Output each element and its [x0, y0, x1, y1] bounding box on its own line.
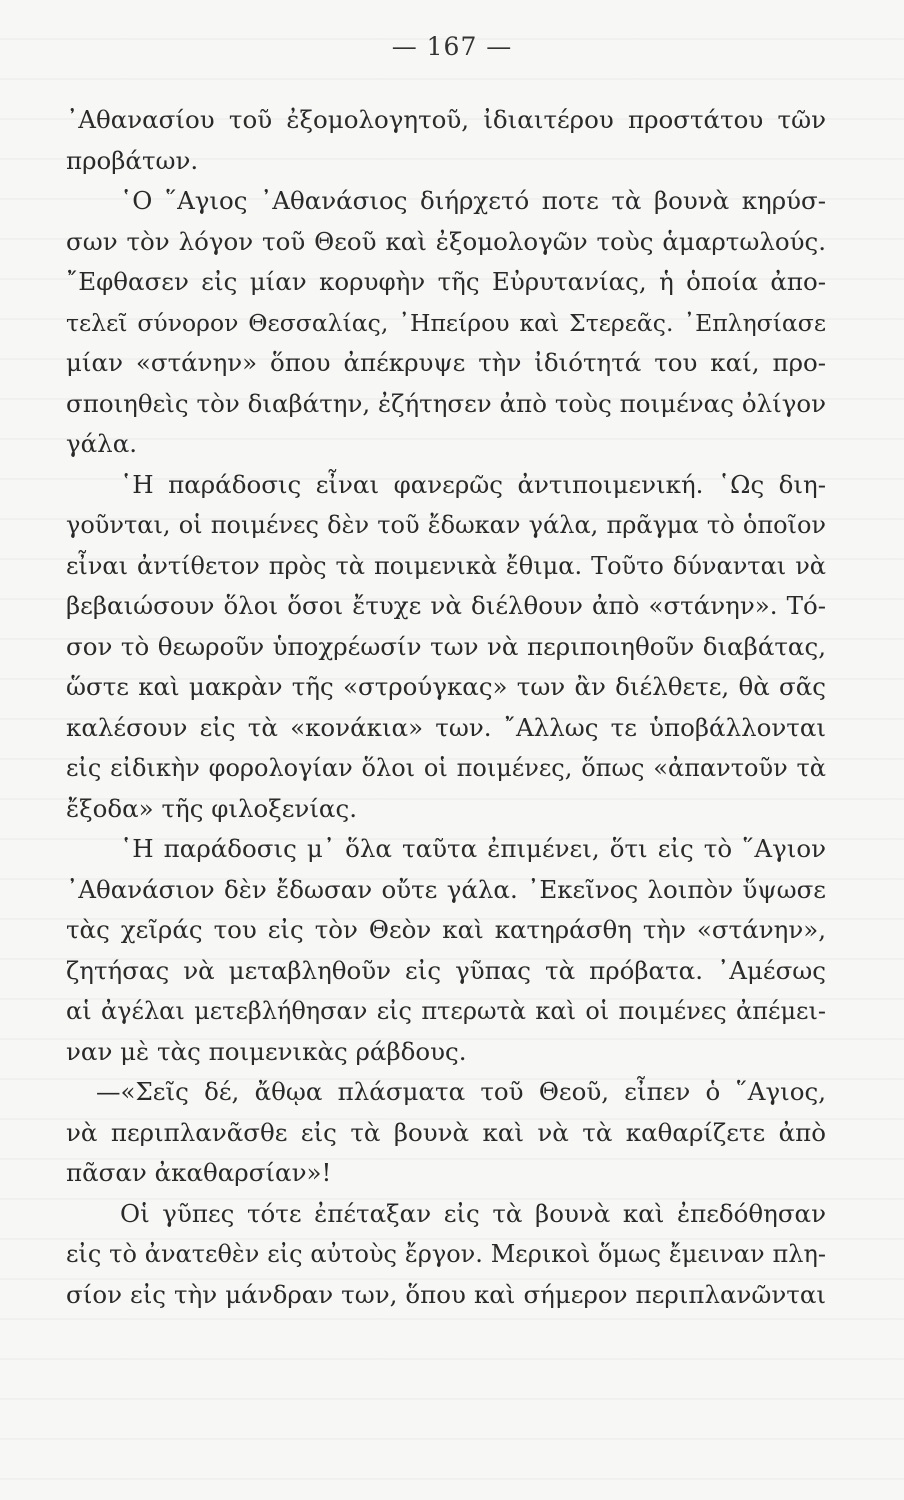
text-line: σων τὸν λόγον τοῦ Θεοῦ καὶ ἐξομολογῶν τοὺς ἁμαρτωλούς.: [66, 226, 826, 256]
text-line: ῾Η παράδοσις μ᾿ ὅλα ταῦτα ἐπιμένει, ὅτι εἰς τὸ ῞Αγιον: [120, 834, 826, 863]
page-number: — 167 —: [391, 32, 513, 61]
text-line: πᾶσαν ἀκαθαρσίαν»!: [66, 1158, 332, 1187]
text-line: εἰς εἰδικὴν φορολογίαν ὅλοι οἱ ποιμένες, ὅπως «ἀπαντοῦν τὰ: [66, 754, 826, 782]
text-line: εἶναι ἀντίθετον πρὸς τὰ ποιμενικὰ ἔθιμα. Τοῦτο δύνανται νὰ: [66, 551, 826, 580]
text-line: —«Σεῖς δέ, ἄθῳα πλάσματα τοῦ Θεοῦ, εἶπεν ὁ ῞Αγιος,: [96, 1077, 826, 1106]
text-line: καλέσουν εἰς τὰ «κονάκια» των. ῎Αλλως τε ὑποβάλλονται: [66, 712, 826, 742]
text-line: ἔξοδα» τῆς φιλοξενίας.: [66, 793, 357, 823]
text-line: σίον εἰς τὴν μάνδραν των, ὅπου καὶ σήμερον περιπλανῶνται: [66, 1279, 826, 1309]
text-line: σποιηθεὶς τὸν διαβάτην, ἐζήτησεν ἀπὸ τοὺς ποιμένας ὀλίγον: [66, 388, 826, 418]
text-line: γάλα.: [66, 429, 138, 458]
text-line: τελεῖ σύνορον Θεσσαλίας, ᾿Ηπείρου καὶ Στερεᾶς. ᾿Επλησίασε: [66, 308, 826, 337]
text-line: Οἱ γῦπες τότε ἐπέταξαν εἰς τὰ βουνὰ καὶ ἐπεδόθησαν: [120, 1198, 826, 1228]
text-line: ῎Εφθασεν εἰς μίαν κορυφὴν τῆς Εὐρυτανίας, ἡ ὁποία ἀπο-: [66, 267, 826, 296]
text-line: μίαν «στάνην» ὅπου ἀπέκρυψε τὴν ἰδιότητά του καί, προ-: [66, 348, 826, 377]
text-line: ναν μὲ τὰς ποιμενικὰς ράβδους.: [66, 1036, 467, 1066]
text-line: ζητήσας νὰ μεταβληθοῦν εἰς γῦπας τὰ πρόβατα. ᾿Αμέσως: [66, 955, 826, 985]
text-line: εἰς τὸ ἀνατεθὲν εἰς αὐτοὺς ἔργον. Μερικοὶ ὅμως ἔμειναν πλη-: [66, 1240, 826, 1268]
text-line: σον τὸ θεωροῦν ὑποχρέωσίν των νὰ περιποιηθοῦν διαβάτας,: [66, 631, 826, 661]
text-line: ὥστε καὶ μακρὰν τῆς «στρούγκας» των ἂν διέλθετε, θὰ σᾶς: [66, 672, 826, 701]
text-line: νὰ περιπλανᾶσθε εἰς τὰ βουνὰ καὶ νὰ τὰ καθαρίζετε ἀπὸ: [66, 1117, 826, 1147]
body-text: [66, 100, 826, 1315]
text-line: ῾Η παράδοσις εἶναι φανερῶς ἀντιποιμενική. ῾Ως διη-: [120, 469, 826, 499]
text-line: τὰς χεῖράς του εἰς τὸν Θεὸν καὶ κατηράσθη τὴν «στάνην»,: [66, 915, 826, 944]
text-line: ᾿Αθανάσιον δὲν ἔδωσαν οὔτε γάλα. ᾿Εκεῖνος λοιπὸν ὕψωσε: [66, 874, 826, 904]
text-line: ῾Ο ῞Αγιος ᾿Αθανάσιος διήρχετό ποτε τὰ βουνὰ κηρύσ-: [120, 186, 826, 215]
text-line: προβάτων.: [66, 145, 199, 175]
text-line: ᾿Αθανασίου τοῦ ἐξομολογητοῦ, ἰδιαιτέρου προστάτου τῶν: [66, 105, 826, 134]
text-line: γοῦνται, οἱ ποιμένες δὲν τοῦ ἔδωκαν γάλα, πρᾶγμα τὸ ὁποῖον: [66, 511, 826, 539]
text-line: βεβαιώσουν ὅλοι ὅσοι ἔτυχε νὰ διέλθουν ἀπὸ «στάνην». Τό-: [66, 591, 826, 620]
text-line: αἱ ἀγέλαι μετεβλήθησαν εἰς πτερωτὰ καὶ οἱ ποιμένες ἀπέμει-: [66, 997, 826, 1025]
